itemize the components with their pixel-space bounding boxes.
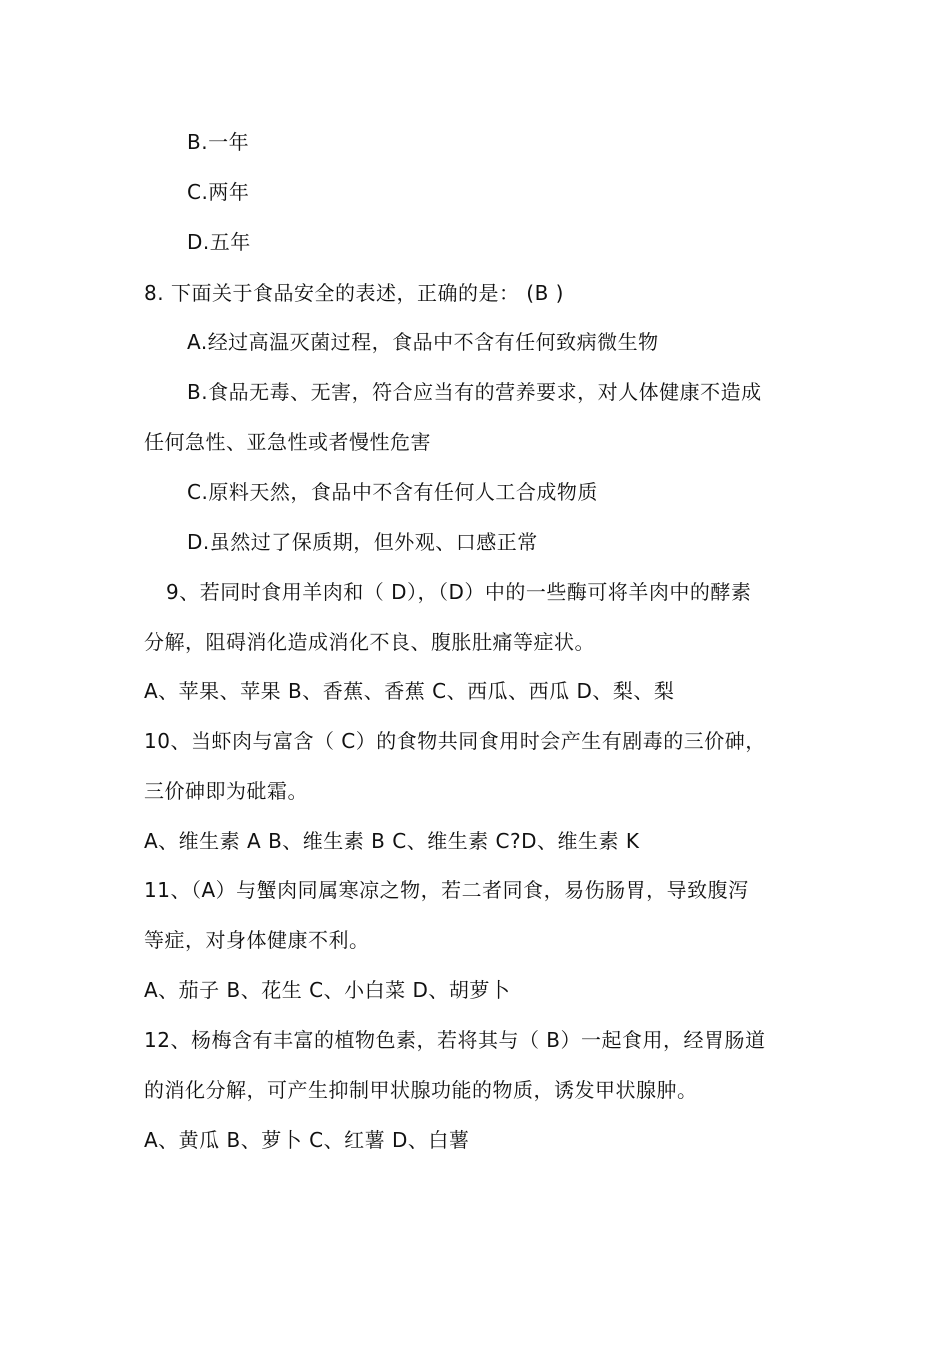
question-12-continued: 的消化分解，可产生抑制甲状腺功能的物质，诱发甲状腺肿。 bbox=[144, 1078, 698, 1102]
question-8-option-c: C.原料天然，食品中不含有任何人工合成物质 bbox=[187, 480, 598, 504]
question-11: 11、（A）与蟹肉同属寒凉之物，若二者同食，易伤肠胃，导致腹泻 bbox=[144, 878, 749, 902]
question-9-options: A、苹果、苹果 B、香蕉、香蕉 C、西瓜、西瓜 D、梨、梨 bbox=[144, 679, 675, 703]
question-8-option-d: D.虽然过了保质期，但外观、口感正常 bbox=[187, 530, 538, 554]
option-c-two-years: C.两年 bbox=[187, 180, 250, 204]
question-8-option-a: A.经过高温灭菌过程，食品中不含有任何致病微生物 bbox=[187, 330, 659, 354]
question-9-continued: 分解，阻碍消化造成消化不良、腹胀肚痛等症状。 bbox=[144, 630, 595, 654]
question-11-options: A、茄子 B、花生 C、小白菜 D、胡萝卜 bbox=[144, 978, 511, 1002]
question-10: 10、当虾肉与富含（ C）的食物共同食用时会产生有剧毒的三价砷， bbox=[144, 729, 766, 753]
question-12: 12、杨梅含有丰富的植物色素，若将其与（ B）一起食用，经胃肠道 bbox=[144, 1028, 766, 1052]
question-10-options: A、维生素 A B、维生素 B C、维生素 C?D、维生素 K bbox=[144, 829, 640, 853]
option-d-five-years: D.五年 bbox=[187, 230, 251, 254]
question-12-options: A、黄瓜 B、萝卜 C、红薯 D、白薯 bbox=[144, 1128, 470, 1152]
question-8-option-b-continued: 任何急性、亚急性或者慢性危害 bbox=[144, 430, 431, 454]
question-9: 9、若同时食用羊肉和（ D），（D）中的一些酶可将羊肉中的酵素 bbox=[166, 580, 752, 604]
question-8-option-b: B.食品无毒、无害，符合应当有的营养要求，对人体健康不造成 bbox=[187, 380, 762, 404]
question-11-continued: 等症，对身体健康不利。 bbox=[144, 928, 370, 952]
question-10-continued: 三价砷即为砒霜。 bbox=[144, 779, 308, 803]
question-8: 8. 下面关于食品安全的表述，正确的是： (B ) bbox=[144, 281, 564, 305]
option-b-one-year: B.一年 bbox=[187, 130, 250, 154]
